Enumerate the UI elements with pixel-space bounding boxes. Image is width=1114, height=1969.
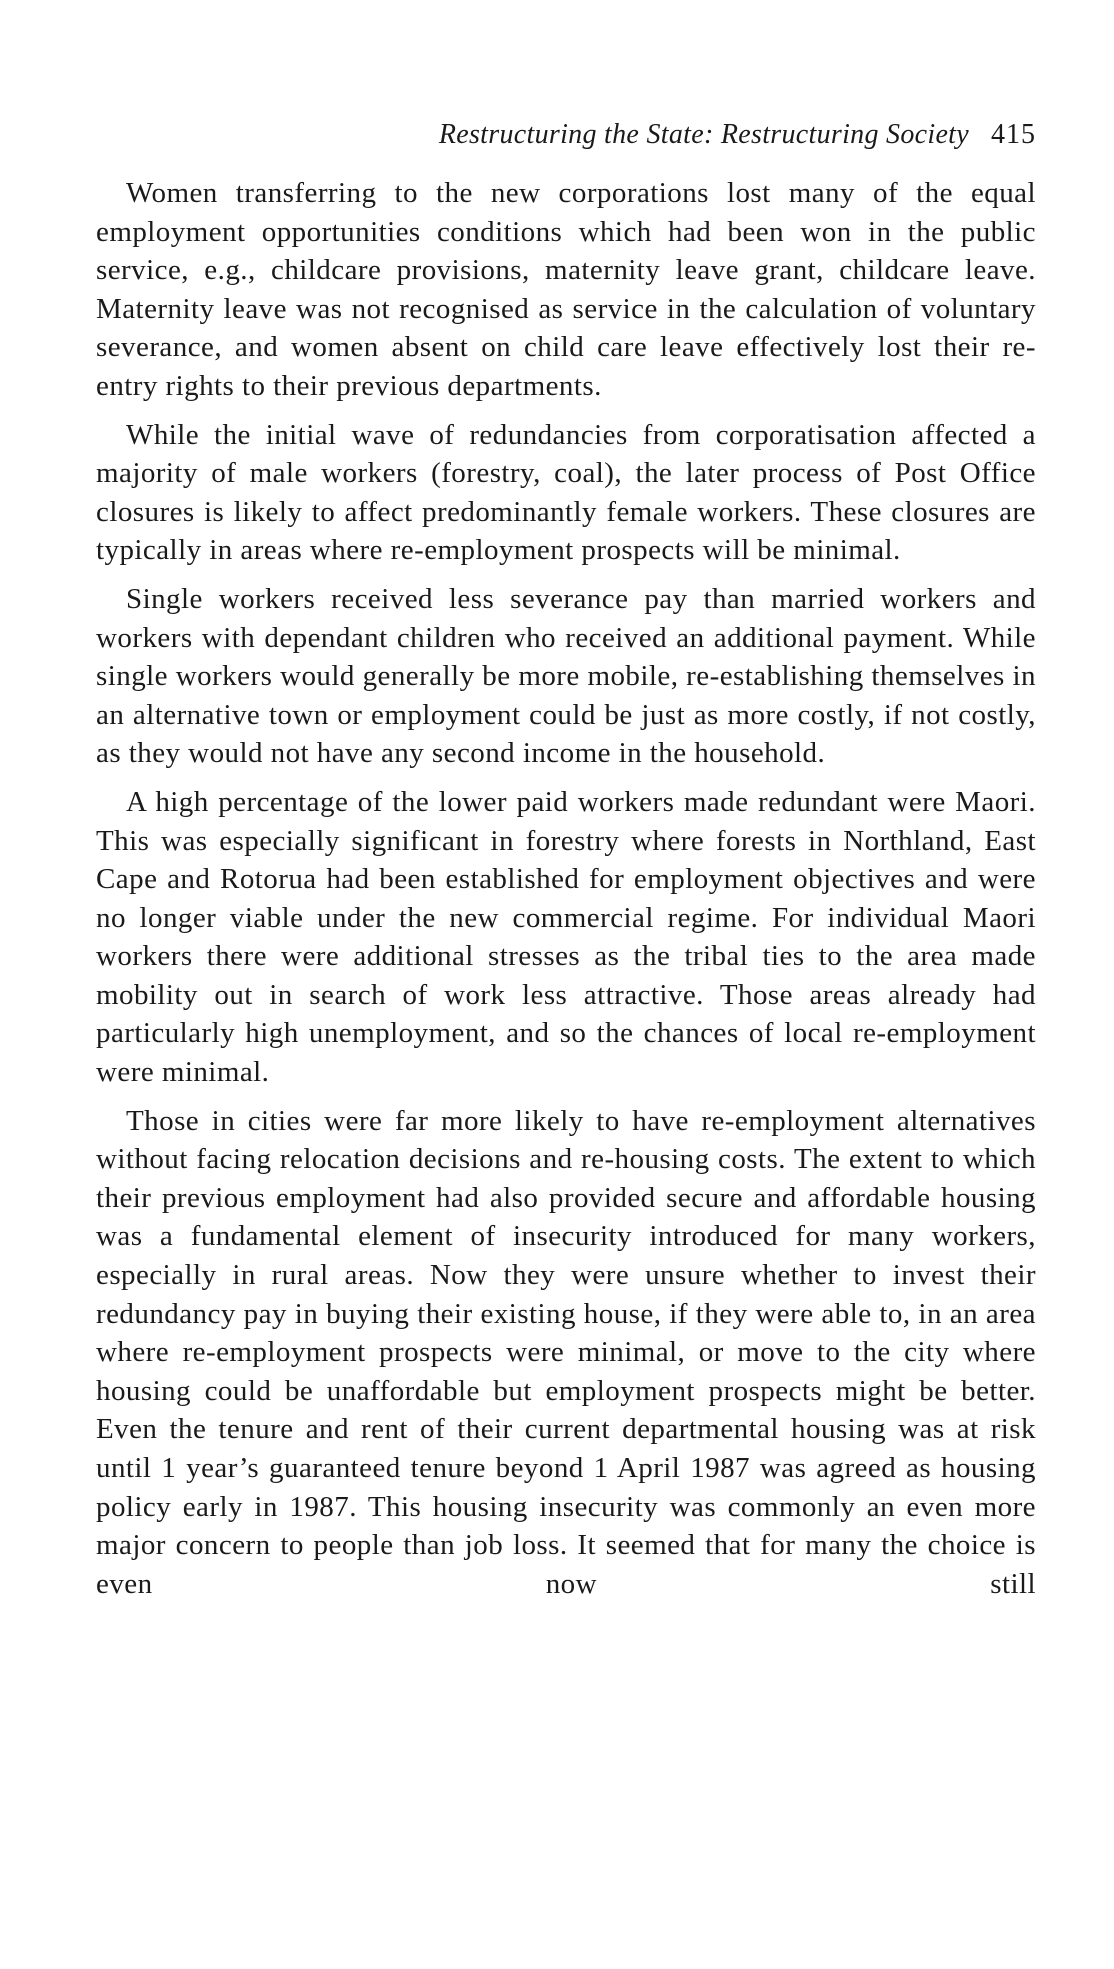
paragraph-5: Those in cities were far more likely to have re-employment alternatives without facing relocation decisions and re-housing costs. The extent to which their previous employment had also provided secure and affordable housing was a fundamental element of insecurity introduced for many workers, especially in rural areas. Now they were unsure whether to invest their redundancy pay in buying their existing house, if they were able to, in an area where re-employment prospects were minimal, or move to the city where housing could be unaffordable but employment prospects might be better. Even the tenure and rent of their current departmental housing was at risk until 1 year’s guaranteed tenure beyond 1 April 1987 was agreed as housing policy early in 1987. This housing insecurity was commonly an even more major concern to people than job loss. It seemed that for many the choice is even now still [96, 1104, 1036, 1600]
paragraph-4: A high percentage of the lower paid workers made redundant were Maori. This was especially significant in forestry where forests in Northland, East Cape and Rotorua had been established for employment objectives and were no longer viable under the new commercial regime. For individual Maori workers there were additional stresses as the tribal ties to the area made mobility out in search of work less attractive. Those areas already had particularly high unemployment, and so the chances of local re-employment were minimal. [96, 785, 1036, 1089]
body-text [96, 174, 1036, 1603]
running-head-title: Restructuring the State: Restructuring Society [438, 119, 969, 150]
book-page [96, 112, 1036, 1603]
paragraph-1: Women transferring to the new corporations lost many of the equal employment opportunities conditions which had been won in the public service, e.g., childcare provisions, maternity leave grant, childcare leave. Maternity leave was not recognised as service in the calculation of voluntary severance, and women absent on child care leave effectively lost their re-entry rights to their previous departments. [96, 177, 1036, 402]
paragraph-3: Single workers received less severance pay than married workers and workers with dependant children who received an additional payment. While single workers would generally be more mobile, re-establishing themselves in an alternative town or employment could be just as more costly, if not costly, as they would not have any second income in the household. [96, 582, 1036, 770]
paragraph-2: While the initial wave of redundancies from corporatisation affected a majority of male workers (forestry, coal), the later process of Post Office closures is likely to affect predominantly female workers. These closures are typically in areas where re-employment prospects will be minimal. [96, 418, 1036, 567]
page-number: 415 [991, 119, 1036, 150]
running-head [96, 112, 1036, 158]
